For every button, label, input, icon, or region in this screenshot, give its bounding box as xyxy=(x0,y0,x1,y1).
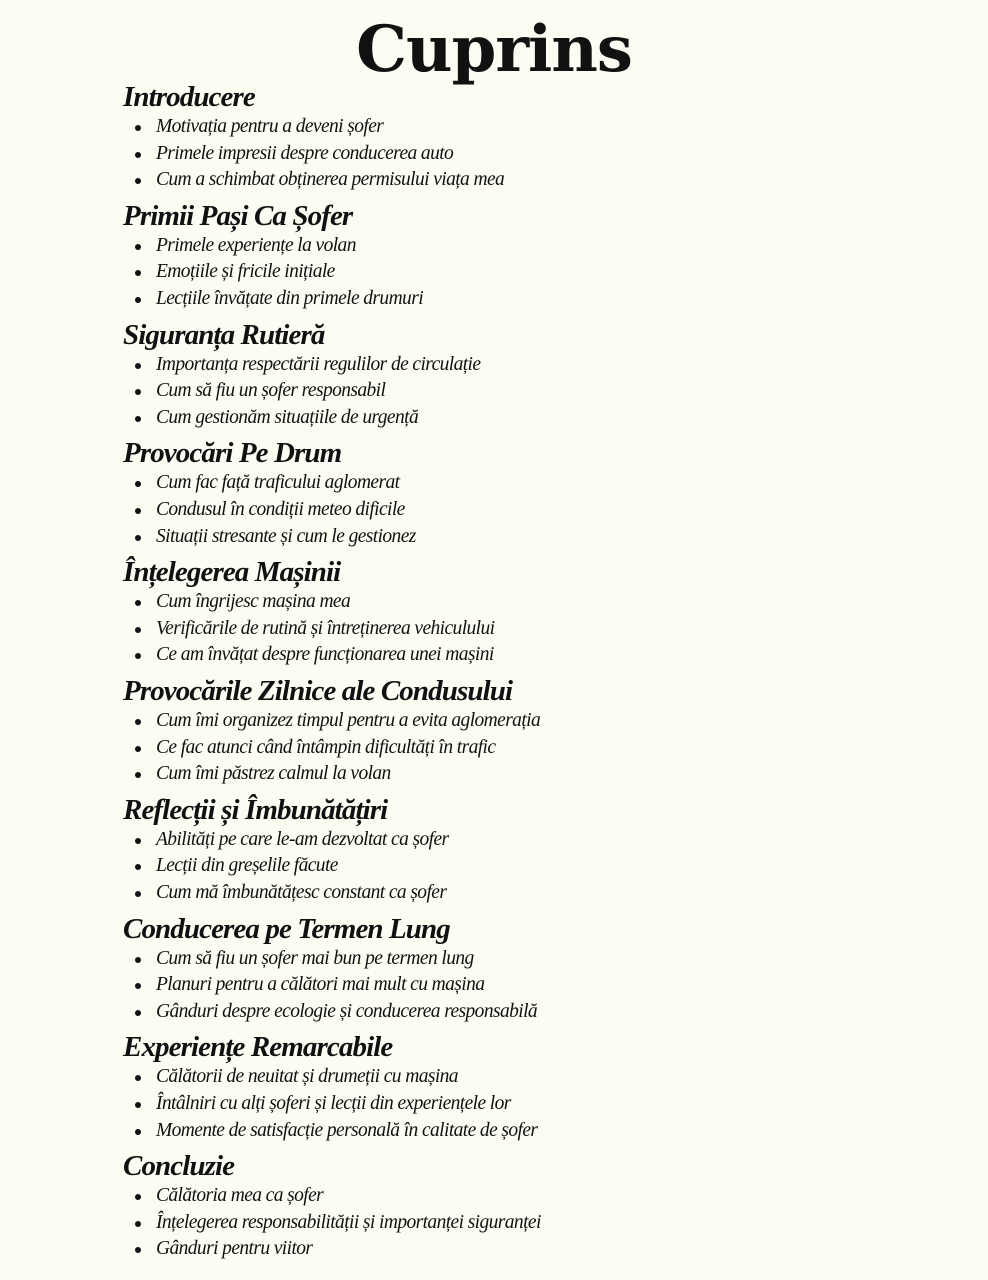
toc-section xyxy=(123,80,943,199)
bullet-icon xyxy=(135,746,141,752)
bullet-icon xyxy=(135,1221,141,1227)
list-item xyxy=(123,946,943,973)
bullet-icon xyxy=(135,1102,141,1108)
section-heading: Provocările Zilnice ale Condusului xyxy=(123,674,513,707)
list-item xyxy=(123,1183,943,1210)
bullet-icon xyxy=(135,957,141,963)
bullet-icon xyxy=(135,508,141,514)
section-item-list xyxy=(123,352,943,432)
list-item-text: Ce fac atunci când întâmpin dificultăți în trafic xyxy=(156,736,496,758)
toc-section xyxy=(123,912,943,1031)
list-item-text: Importanța respectării regulilor de circulație xyxy=(156,353,481,375)
list-item-text: Abilități pe care le-am dezvoltat ca șofer xyxy=(156,828,449,850)
list-item xyxy=(123,1210,943,1237)
toc-section xyxy=(123,1030,943,1149)
section-heading: Primii Pași Ca Șofer xyxy=(123,199,353,232)
bullet-icon xyxy=(135,125,141,131)
bullet-icon xyxy=(135,389,141,395)
bullet-icon xyxy=(135,178,141,184)
list-item-text: Călătorii de neuitat și drumeții cu mașina xyxy=(156,1066,458,1088)
section-heading: Conducerea pe Termen Lung xyxy=(123,912,450,945)
bullet-icon xyxy=(135,653,141,659)
bullet-icon xyxy=(135,719,141,725)
toc-section xyxy=(123,318,943,437)
list-item xyxy=(123,524,943,551)
list-item-text: Ce am învățat despre funcționarea unei mașini xyxy=(156,644,494,666)
list-item xyxy=(123,642,943,669)
bullet-icon xyxy=(135,600,141,606)
list-item-text: Primele experiențe la volan xyxy=(156,234,356,256)
toc-section xyxy=(123,1149,943,1268)
toc-section xyxy=(123,793,943,912)
list-item-text: Cum să fiu un șofer mai bun pe termen lung xyxy=(156,947,474,969)
bullet-icon xyxy=(135,864,141,870)
list-item-text: Lecții din greșelile făcute xyxy=(156,855,338,877)
list-item xyxy=(123,378,943,405)
list-item xyxy=(123,880,943,907)
toc-section xyxy=(123,674,943,793)
list-item-text: Gânduri despre ecologie și conducerea responsabilă xyxy=(156,1000,538,1022)
section-heading: Concluzie xyxy=(123,1150,235,1183)
list-item-text: Situații stresante și cum le gestionez xyxy=(156,525,416,547)
section-heading: Înțelegerea Mașinii xyxy=(123,556,341,589)
list-item-text: Întâlniri cu alți șoferi și lecții din experiențele lor xyxy=(156,1092,511,1114)
bullet-icon xyxy=(135,535,141,541)
list-item xyxy=(123,497,943,524)
section-heading: Experiențe Remarcabile xyxy=(123,1031,393,1064)
bullet-icon xyxy=(135,838,141,844)
list-item-text: Condusul în condiții meteo dificile xyxy=(156,498,405,520)
bullet-icon xyxy=(135,1075,141,1081)
list-item xyxy=(123,405,943,432)
bullet-icon xyxy=(135,270,141,276)
list-item xyxy=(123,999,943,1026)
list-item-text: Planuri pentru a călători mai mult cu mașina xyxy=(156,974,485,996)
bullet-icon xyxy=(135,152,141,158)
section-item-list xyxy=(123,827,943,907)
list-item xyxy=(123,286,943,313)
list-item xyxy=(123,735,943,762)
list-item xyxy=(123,1236,943,1263)
list-item xyxy=(123,141,943,168)
list-item xyxy=(123,1091,943,1118)
list-item-text: Verificările de rutină și întreținerea vehiculului xyxy=(156,617,495,639)
section-heading: Siguranța Rutieră xyxy=(123,318,325,351)
list-item-text: Cum îngrijesc mașina mea xyxy=(156,591,351,613)
list-item-text: Lecțiile învățate din primele drumuri xyxy=(156,287,424,309)
list-item xyxy=(123,853,943,880)
list-item-text: Momente de satisfacție personală în calitate de șofer xyxy=(156,1119,538,1141)
list-item-text: Înțelegerea responsabilității și importanței siguranței xyxy=(156,1211,541,1233)
section-heading: Provocări Pe Drum xyxy=(123,437,342,470)
list-item-text: Călătoria mea ca șofer xyxy=(156,1185,324,1207)
list-item xyxy=(123,1064,943,1091)
bullet-icon xyxy=(135,416,141,422)
list-item xyxy=(123,616,943,643)
section-heading: Introducere xyxy=(123,81,255,113)
list-item-text: Cum mă îmbunătățesc constant ca șofer xyxy=(156,881,447,903)
bullet-icon xyxy=(135,1129,141,1135)
toc-section xyxy=(123,555,943,674)
bullet-icon xyxy=(135,891,141,897)
list-item-text: Cum fac față traficului aglomerat xyxy=(156,472,400,494)
bullet-icon xyxy=(135,1010,141,1016)
list-item-text: Emoțiile și fricile inițiale xyxy=(156,261,335,283)
list-item-text: Gânduri pentru viitor xyxy=(156,1238,313,1260)
list-item-text: Cum a schimbat obținerea permisului viața mea xyxy=(156,169,505,191)
list-item xyxy=(123,470,943,497)
page-title: Cuprins xyxy=(356,12,632,87)
section-item-list xyxy=(123,946,943,1026)
bullet-icon xyxy=(135,297,141,303)
toc-section xyxy=(123,199,943,318)
list-item xyxy=(123,589,943,616)
section-item-list xyxy=(123,708,943,788)
toc-section xyxy=(123,436,943,555)
list-item-text: Cum să fiu un șofer responsabil xyxy=(156,380,386,402)
list-item xyxy=(123,167,943,194)
bullet-icon xyxy=(135,481,141,487)
bullet-icon xyxy=(135,627,141,633)
list-item xyxy=(123,972,943,999)
list-item xyxy=(123,352,943,379)
bullet-icon xyxy=(135,983,141,989)
section-item-list xyxy=(123,470,943,550)
bullet-icon xyxy=(135,244,141,250)
section-item-list xyxy=(123,1183,943,1263)
list-item xyxy=(123,114,943,141)
list-item xyxy=(123,827,943,854)
list-item xyxy=(123,233,943,260)
list-item xyxy=(123,761,943,788)
list-item-text: Motivația pentru a deveni șofer xyxy=(156,116,384,137)
list-item xyxy=(123,259,943,286)
bullet-icon xyxy=(135,1194,141,1200)
list-item-text: Cum îmi păstrez calmul la volan xyxy=(156,763,391,785)
list-item xyxy=(123,1118,943,1145)
table-of-contents xyxy=(123,80,943,1268)
section-item-list xyxy=(123,1064,943,1144)
list-item xyxy=(123,708,943,735)
section-item-list xyxy=(123,233,943,313)
list-item-text: Primele impresii despre conducerea auto xyxy=(156,142,454,164)
bullet-icon xyxy=(135,363,141,369)
list-item-text: Cum gestionăm situațiile de urgență xyxy=(156,406,419,428)
bullet-icon xyxy=(135,772,141,778)
section-item-list xyxy=(123,114,943,194)
bullet-icon xyxy=(135,1247,141,1253)
section-item-list xyxy=(123,589,943,669)
list-item-text: Cum îmi organizez timpul pentru a evita aglomerația xyxy=(156,709,541,731)
section-heading: Reflecții și Îmbunătățiri xyxy=(123,793,388,826)
